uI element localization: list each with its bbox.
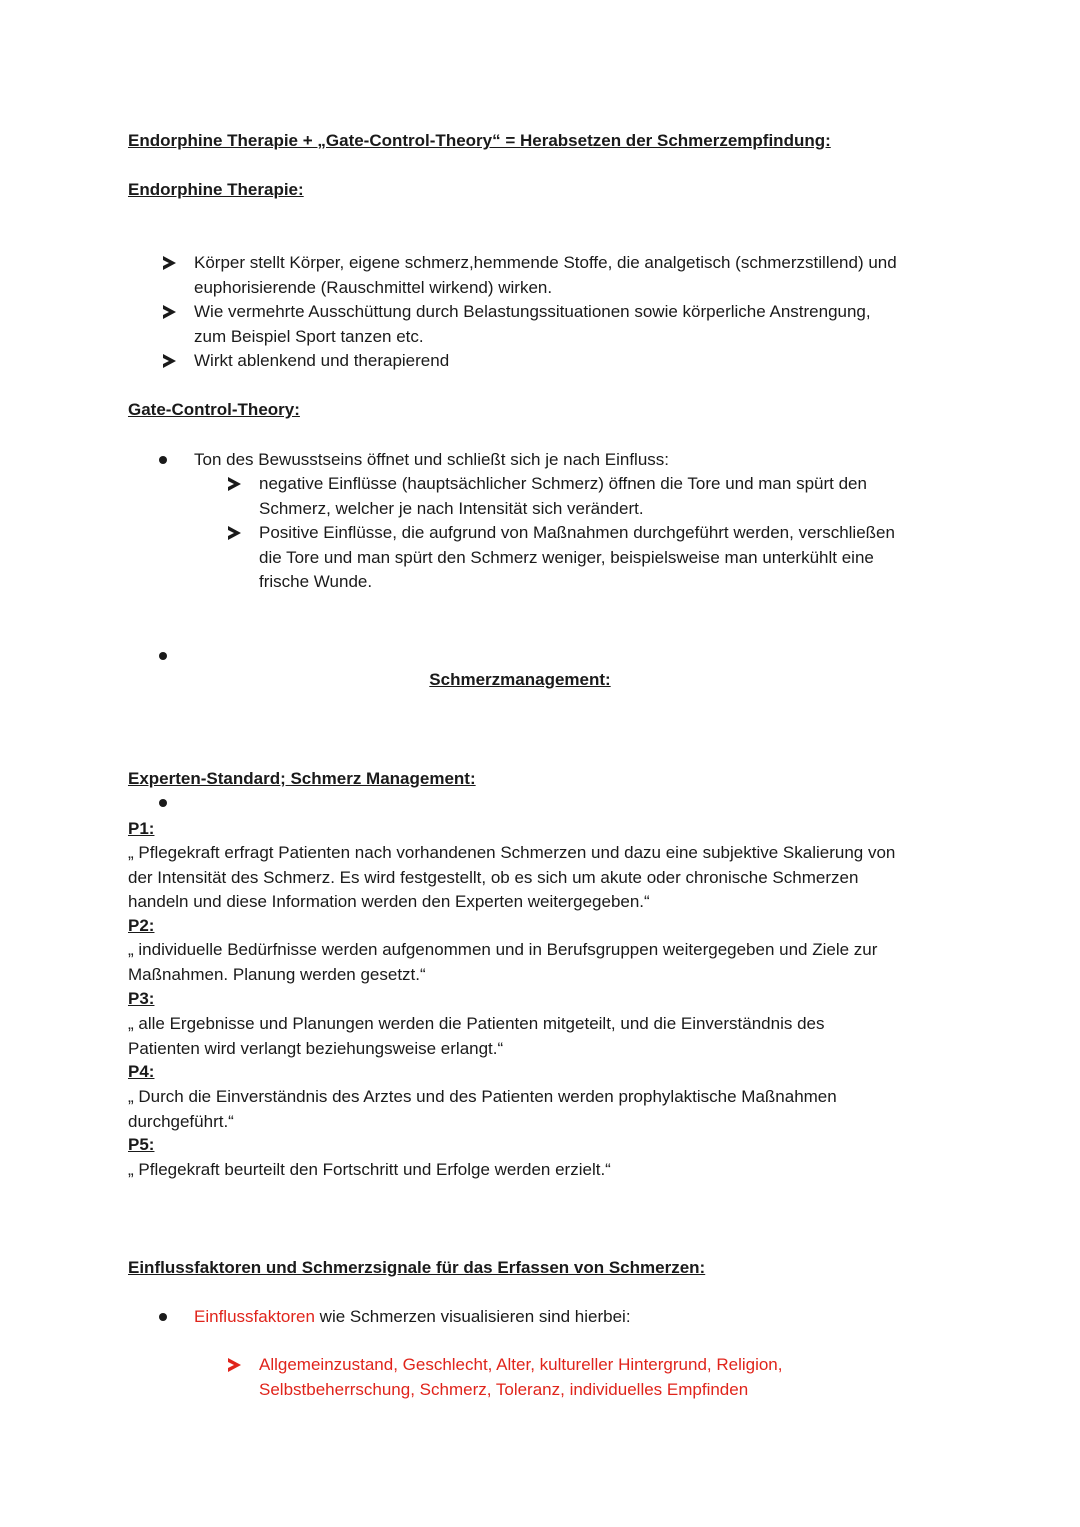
line: „ Pflegekraft erfragt Patienten nach vorhandenen Schmerzen und dazu eine subjektive Skalierung von [128,843,896,862]
experten-heading: Experten-Standard; Schmerz Management: [128,769,476,788]
line: Patienten wird verlangt beziehungsweise erlangt.“ [128,1038,504,1058]
line: Selbstbeherrschung, Schmerz, Toleranz, individuelles Empfinden [259,1379,749,1399]
line: Körper stellt Körper, eigene schmerz,hemmende Stoffe, die analgetisch (schmerzstillend) und [194,253,897,272]
line: „ individuelle Bedürfnisse werden aufgenommen und in Berufsgruppen weitergegeben und Ziele zur [128,940,878,959]
p5-label: P5: [128,1135,155,1154]
einfluss-sub [259,1353,783,1402]
line: euphorisierende (Rauschmittel wirkend) wirken. [194,277,553,297]
line: Allgemeinzustand, Geschlecht, Alter, kultureller Hintergrund, Religion, [259,1355,783,1374]
schmerzmanagement-heading: Schmerzmanagement: [429,670,611,689]
einfluss-heading: Einflussfaktoren und Schmerzsignale für das Erfassen von Schmerzen: [128,1258,706,1277]
line: Wie vermehrte Ausschüttung durch Belastungssituationen sowie körperliche Anstrengung, [194,302,871,321]
p2-text [128,938,877,987]
endorphine-item-1 [194,251,897,300]
endorphine-item-2 [194,300,871,349]
bullet-dot-icon [159,799,167,807]
gate-bullet: Ton des Bewusstseins öffnet und schließt sich je nach Einfluss: [194,450,669,469]
line: die Tore und man spürt den Schmerz weniger, beispielsweise man unterkühlt eine [259,547,874,567]
p2-label: P2: [128,916,155,935]
einfluss-red-term: Einflussfaktoren [194,1307,315,1326]
endorphine-heading: Endorphine Therapie: [128,180,304,199]
bullet-dot-icon [159,1313,167,1321]
line: frische Wunde. [259,572,373,591]
gate-heading: Gate-Control-Theory: [128,400,300,419]
arrow-bullet-icon [228,1358,241,1372]
p1-text [128,841,895,915]
p3-text [128,1012,825,1061]
line: „ Durch die Einverständnis des Arztes und des Patienten werden prophylaktische Maßnahmen [128,1087,837,1106]
line: der Intensität des Schmerz. Es wird festgestellt, ob es sich um akute oder chronische Schmerzen [128,867,859,887]
p1-label: P1: [128,819,155,838]
gate-sub-2 [259,521,895,595]
gate-sub-1 [259,472,867,521]
line: Wirkt ablenkend und therapierend [194,351,450,370]
arrow-bullet-icon [228,477,241,491]
arrow-bullet-icon [228,526,241,540]
bullet-dot-icon [159,456,167,464]
einfluss-rest: wie Schmerzen visualisieren sind hierbei: [314,1307,631,1326]
endorphine-item-3 [194,349,449,374]
line: negative Einflüsse (hauptsächlicher Schmerz) öffnen die Tore und man spürt den [259,474,867,493]
line: „ alle Ergebnisse und Planungen werden die Patienten mitgeteilt, und die Einverständnis des [128,1014,825,1033]
line: „ Pflegekraft beurteilt den Fortschritt und Erfolge werden erzielt.“ [128,1160,611,1179]
arrow-bullet-icon [163,354,176,368]
p5-text [128,1158,611,1183]
p3-label: P3: [128,989,155,1008]
einfluss-bullet [194,1305,631,1330]
main-heading: Endorphine Therapie + „Gate-Control-Theory“ = Herabsetzen der Schmerzempfindung: [128,131,831,150]
line: Positive Einflüsse, die aufgrund von Maßnahmen durchgeführt werden, verschließen [259,523,895,542]
line: Schmerz, welcher je nach Intensität sich verändert. [259,498,644,518]
p4-text [128,1085,837,1134]
p4-label: P4: [128,1062,155,1081]
line: Maßnahmen. Planung werden gesetzt.“ [128,964,426,984]
line: handeln und diese Information werden den Experten weitergegeben.“ [128,892,650,911]
line: zum Beispiel Sport tanzen etc. [194,326,424,346]
line: durchgeführt.“ [128,1111,234,1131]
arrow-bullet-icon [163,305,176,319]
bullet-dot-icon [159,652,167,660]
arrow-bullet-icon [163,256,176,270]
